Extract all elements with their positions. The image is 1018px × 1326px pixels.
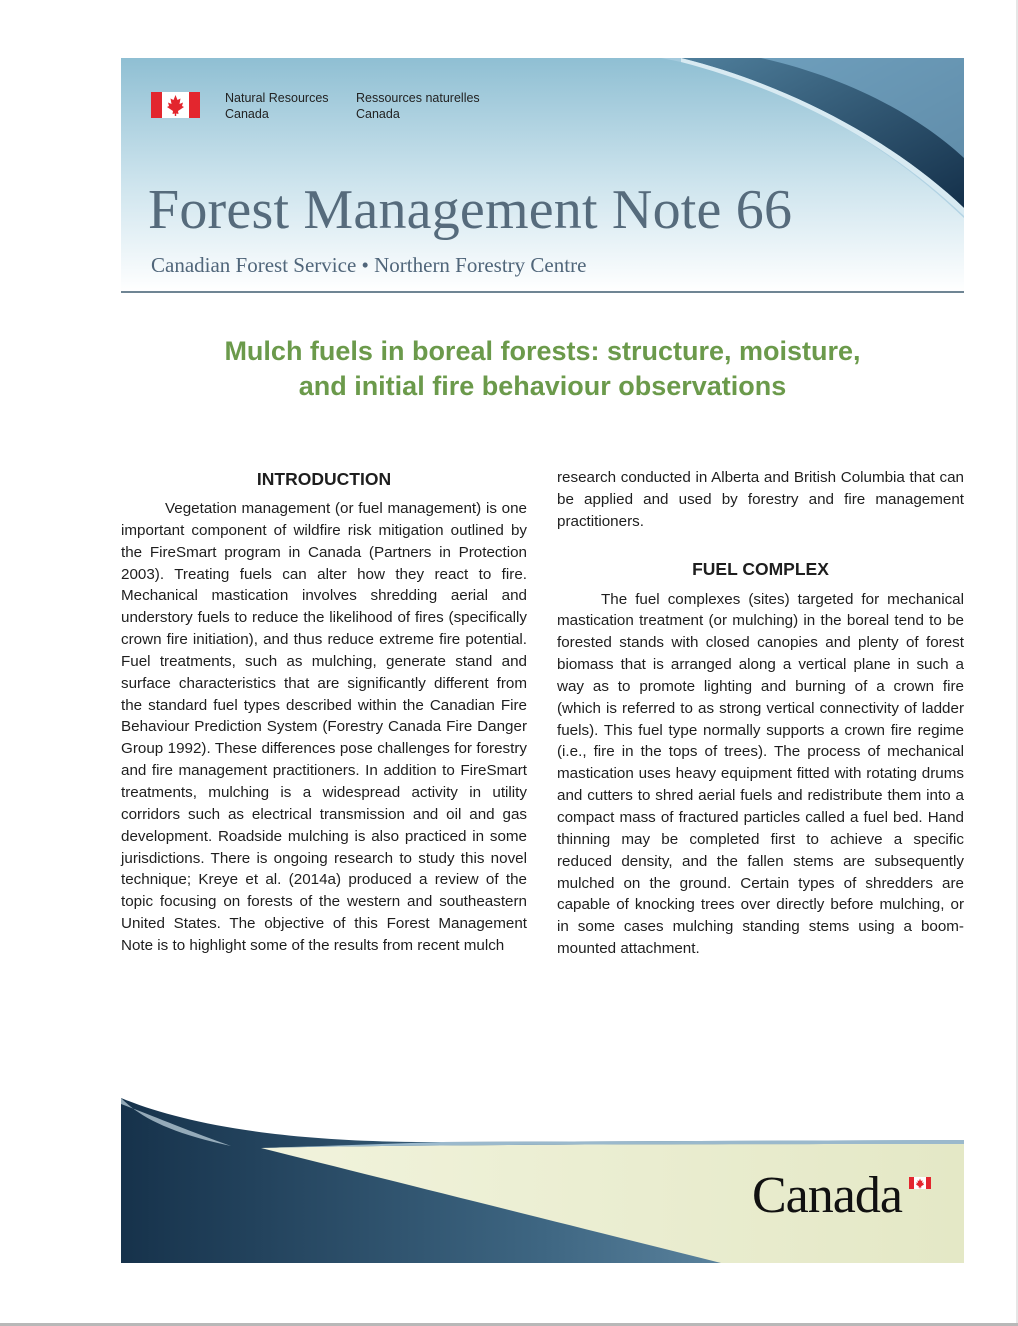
publication-subtitle: Canadian Forest Service • Northern Forestry Centre (151, 253, 587, 277)
fuel-complex-paragraph: The fuel complexes (sites) targeted for mechanical mastication treatment (or mulching) in the boreal tend to be forested stands with closed canopies and plenty of forest biomass that is arranged along a vertical plane in such a way as to promote lighting and burning of a crown fire (which is referred to as strong vertical connectivity of ladder fuels). This fuel type normally supports a crown fire regime (i.e., fire in the tops of trees). The process of mechanical mastication uses heavy equipment fitted with rotating drums and cutters to shred aerial fuels and redistribute them into a compact mass of fractured particles called a fuel bed. Hand thinning may be completed first to achieve a specific reduced density, and the fallen stems are subsequently mulched on the ground. Certain types of shredders are capable of knocking trees over directly before mulching, or in some cases mulching standing stems using a boom-mounted attachment. (557, 590, 964, 958)
introduction-continuation: research conducted in Alberta and British Columbia that can be applied and used by forestry and fire management practitioners. (557, 469, 964, 530)
department-name-english: Natural Resources Canada (225, 91, 329, 121)
publication-title: Forest Management Note 66 (148, 179, 793, 241)
introduction-heading: INTRODUCTION (256, 469, 392, 489)
left-column (121, 464, 527, 957)
right-column (557, 467, 964, 960)
department-name-french: Ressources naturelles Canada (356, 91, 480, 121)
header-rule (121, 291, 964, 293)
introduction-paragraph: Vegetation management (or fuel management) is one important component of wildfire risk mitigation outlined by the FireSmart program in Canada (Partners in Protection 2003). Treating fuels can alter how they react to fire. Mechanical mastication involves shredding aerial and understory fuels to reduce the likelihood of fires (specifically crown fire initiation), and thus reduce extreme fire potential. Fuel treatments, such as mulching, generate stand and surface characteristics that are significantly different from the standard fuel types described within the Canadian Fire Behaviour Prediction System (Forestry Canada Fire Danger Group 1992). These differences pose challenges for forestry and fire management practitioners. In addition to FireSmart treatments, mulching is a widespread activity in utility corridors such as electrical transmission and oil and gas development. Roadside mulching is also practiced in some jurisdictions. There is ongoing research to study this novel technique; Kreye et al. (2014a) produced a review of the topic focusing on forests of the western and southeastern United States. The objective of this Forest Management Note is to highlight some of the results from recent mulch (121, 500, 527, 954)
canada-flag-icon (909, 1177, 931, 1189)
canada-flag-icon (151, 92, 200, 118)
document-title-line1: Mulch fuels in boreal forests: structure, moisture, (224, 336, 861, 366)
fuel-complex-heading: FUEL COMPLEX (692, 558, 829, 579)
document-title-line2: and initial fire behaviour observations (298, 371, 787, 401)
document-title (121, 334, 964, 404)
canada-wordmark: Canada (752, 1167, 902, 1224)
